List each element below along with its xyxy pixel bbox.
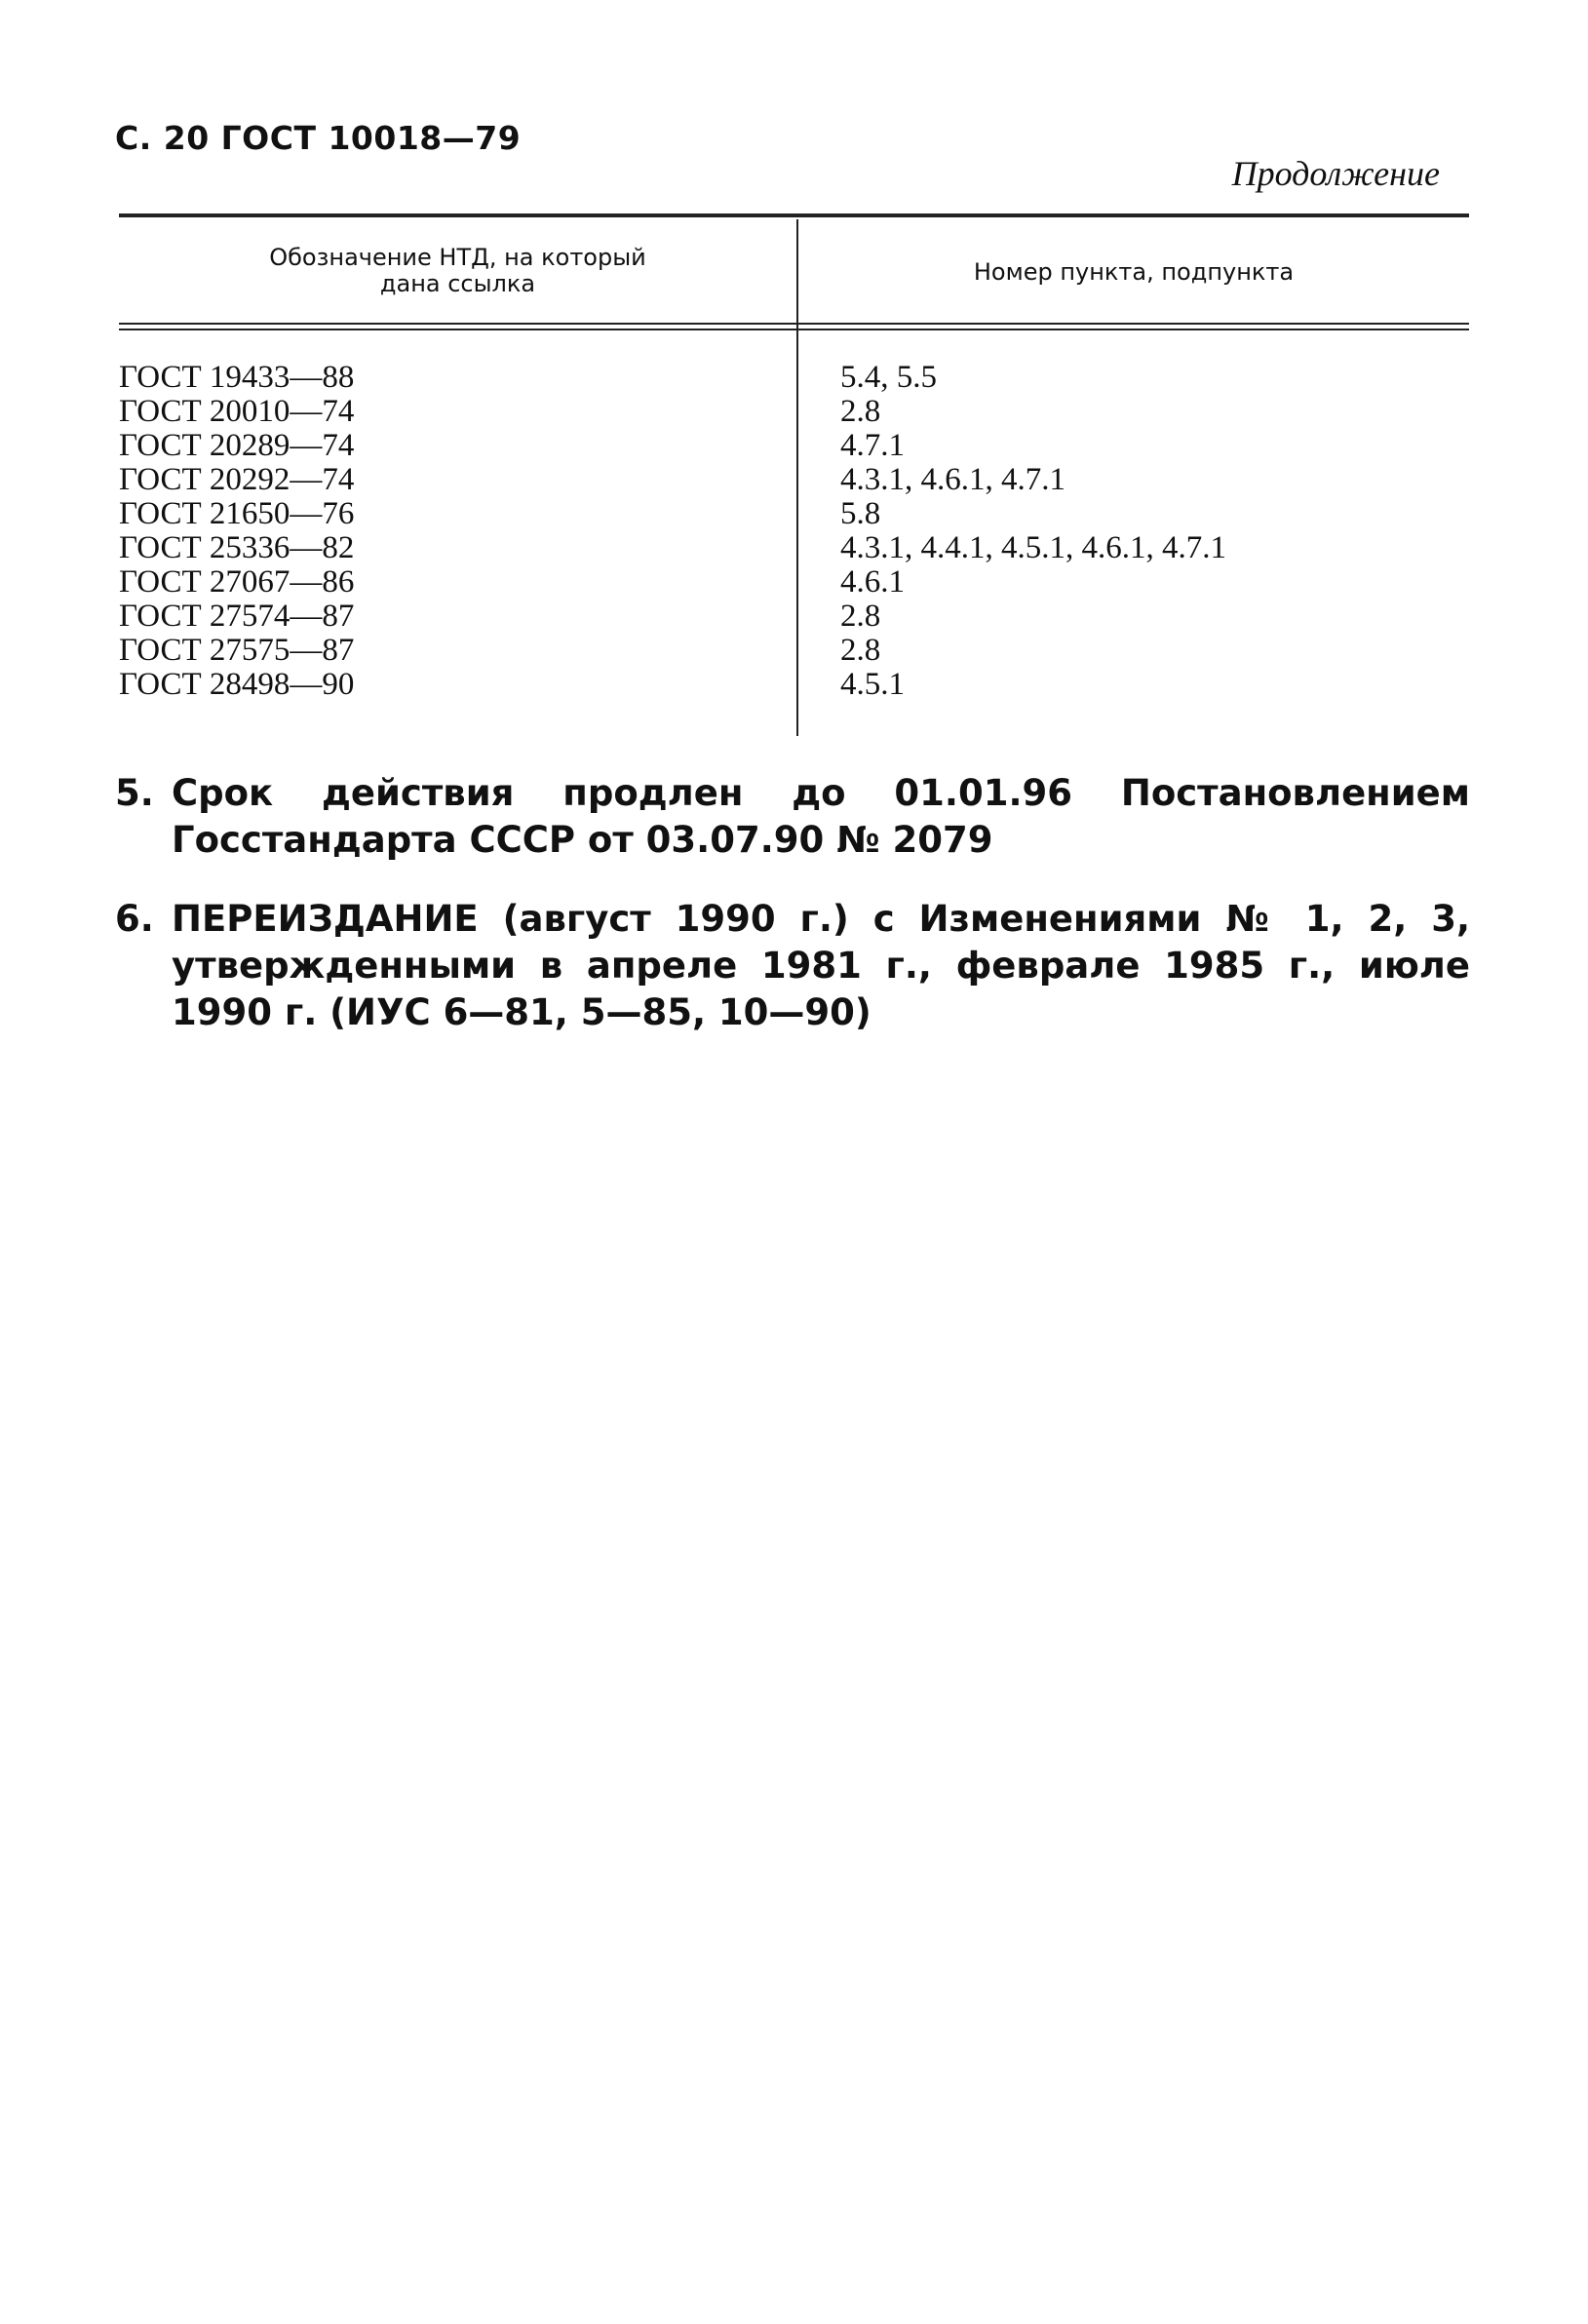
items-cell: 2.8	[840, 599, 881, 634]
table-row	[119, 361, 1469, 395]
note-text: Срок действия продлен до 01.01.96 Постановлением Госстандарта СССР от 03.07.90 № 2079	[172, 772, 1470, 861]
column-header-reference: Обозначение НТД, на который дана ссылка	[269, 244, 646, 297]
column-header-items: Номер пункта, подпункта	[973, 258, 1295, 286]
table-row	[119, 463, 1469, 497]
page-header: С. 20 ГОСТ 10018—79	[115, 119, 522, 157]
items-cell: 5.8	[840, 496, 881, 531]
reference-cell: ГОСТ 27067—86	[119, 564, 355, 600]
reference-cell: ГОСТ 20292—74	[119, 462, 355, 497]
reference-cell: ГОСТ 21650—76	[119, 496, 355, 531]
reference-cell: ГОСТ 27574—87	[119, 599, 355, 634]
reference-cell: ГОСТ 25336—82	[119, 530, 355, 565]
table-row	[119, 668, 1469, 702]
table-row	[119, 429, 1469, 463]
notes-section	[115, 770, 1470, 1068]
reference-cell: ГОСТ 27575—87	[119, 633, 355, 668]
table-header-rule	[119, 323, 1469, 325]
table-header-rule-double	[119, 329, 1469, 330]
items-cell: 4.5.1	[840, 667, 905, 702]
note-item	[115, 770, 1470, 864]
items-cell: 2.8	[840, 394, 881, 429]
reference-cell: ГОСТ 20289—74	[119, 428, 355, 463]
table-row	[119, 395, 1469, 429]
note-item	[115, 896, 1470, 1036]
reference-cell: ГОСТ 19433—88	[119, 360, 355, 395]
continuation-label: Продолжение	[1231, 154, 1440, 193]
reference-cell: ГОСТ 28498—90	[119, 667, 355, 702]
reference-table	[119, 210, 1469, 744]
items-cell: 4.6.1	[840, 564, 905, 600]
table-row	[119, 497, 1469, 531]
note-number: 5.	[115, 772, 154, 814]
items-cell: 4.3.1, 4.4.1, 4.5.1, 4.6.1, 4.7.1	[840, 530, 1226, 565]
note-text: ПЕРЕИЗДАНИЕ (август 1990 г.) с Изменениями № 1, 2, 3, утвержденными в апреле 1981 г., феврале 1985 г., июле 1990 г. (ИУС 6—81, 5—85, 10—90)	[172, 898, 1470, 1033]
table-row	[119, 634, 1469, 668]
items-cell: 2.8	[840, 633, 881, 668]
note-number: 6.	[115, 898, 154, 940]
table-body	[119, 361, 1469, 702]
items-cell: 4.3.1, 4.6.1, 4.7.1	[840, 462, 1065, 497]
items-cell: 4.7.1	[840, 428, 905, 463]
items-cell: 5.4, 5.5	[840, 360, 937, 395]
table-row	[119, 565, 1469, 600]
table-row	[119, 600, 1469, 634]
table-top-rule	[119, 213, 1469, 217]
reference-cell: ГОСТ 20010—74	[119, 394, 355, 429]
table-row	[119, 531, 1469, 565]
